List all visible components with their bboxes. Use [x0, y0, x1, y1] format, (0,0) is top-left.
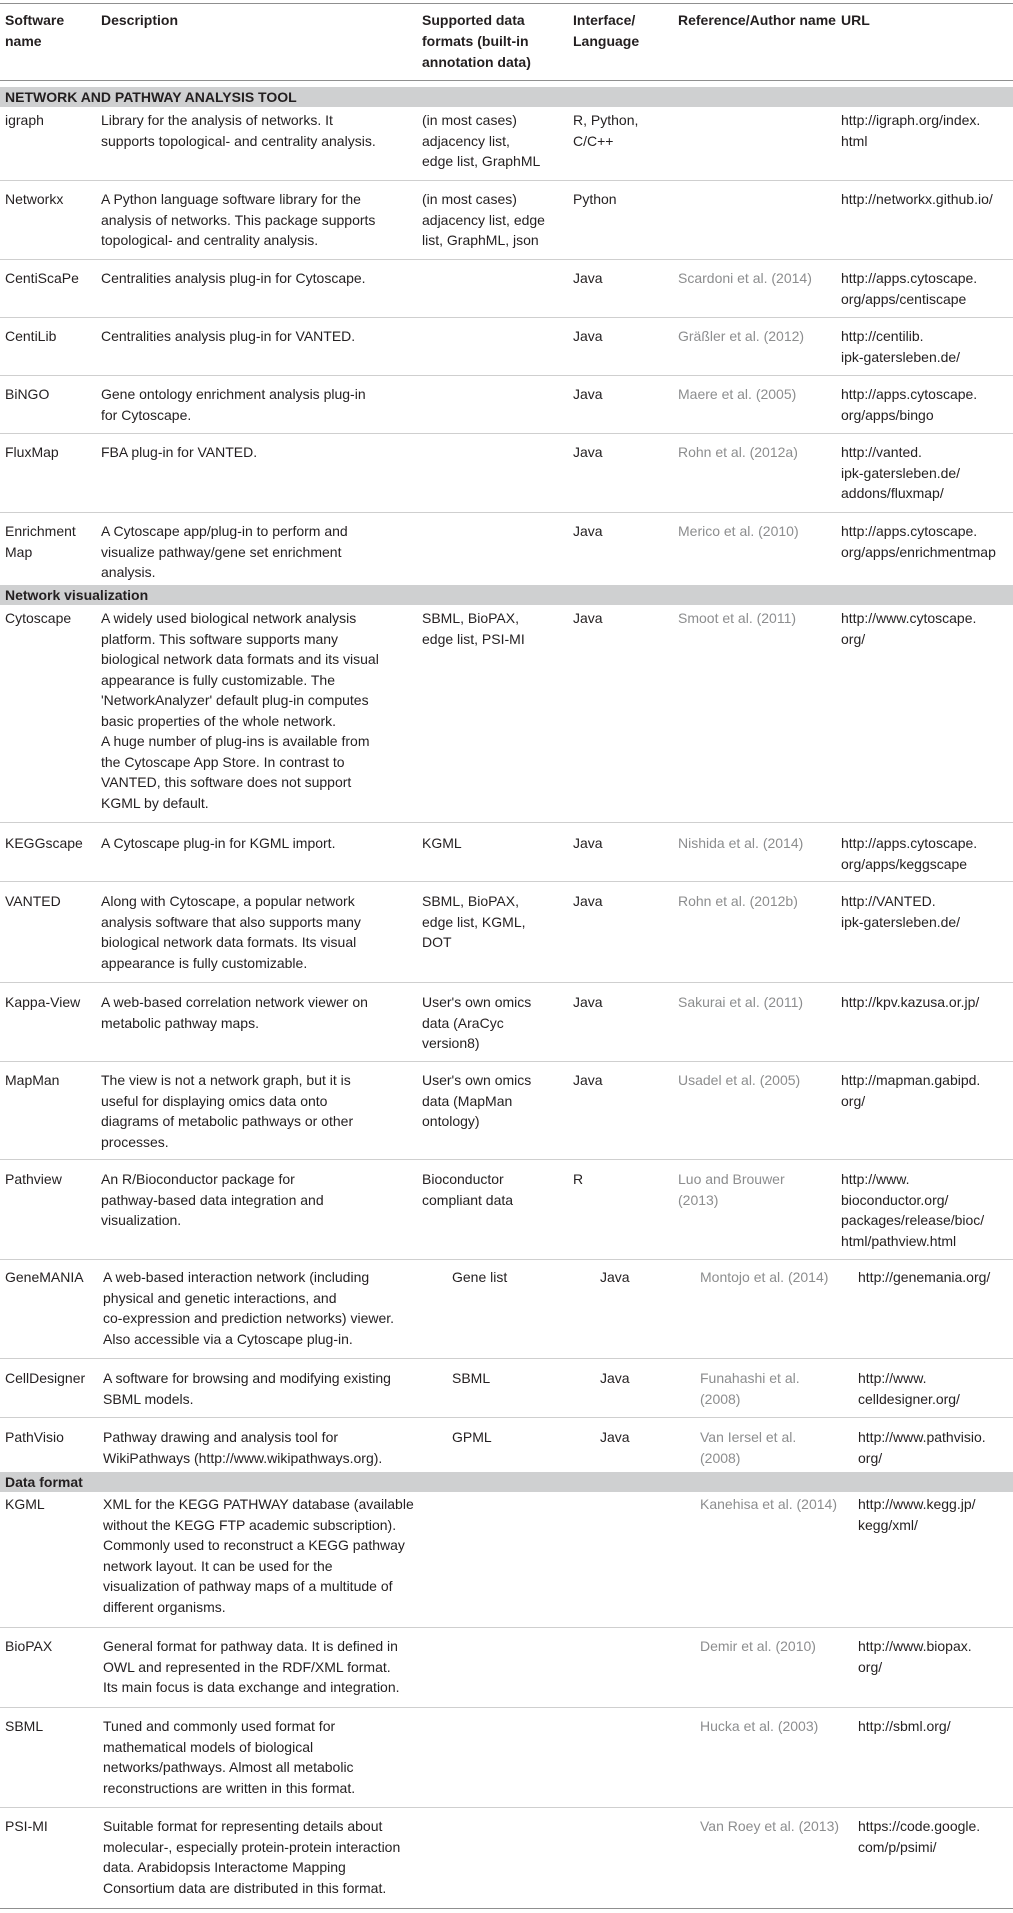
cell-reference: Funahashi et al. (2008) [700, 1370, 800, 1407]
cell-description: A web-based correlation network viewer on metabolic pathway maps. [101, 994, 368, 1031]
header-software-name: Software name [5, 12, 65, 49]
cell-description: General format for pathway data. It is defined in OWL and represented in the RDF/XML format. Its main focus is data exchange and integration. [103, 1638, 400, 1695]
cell-name: CellDesigner [5, 1370, 86, 1386]
cell-reference: Rohn et al. (2012b) [678, 893, 798, 909]
cell-url[interactable]: http://www. bioconductor.org/ packages/release/bioc/ html/pathview.html [841, 1171, 985, 1249]
cell-name: MapMan [5, 1072, 60, 1088]
cell-language: Java [573, 1072, 603, 1088]
header-formats: Supported data formats (built-in annotation data) [422, 12, 531, 70]
cell-reference: Smoot et al. (2011) [678, 610, 797, 626]
cell-language: Java [600, 1370, 630, 1386]
row-divider [0, 881, 1013, 882]
cell-description: Library for the analysis of networks. It supports topological- and centrality analysis. [101, 112, 376, 149]
cell-reference: Van Iersel et al. (2008) [700, 1429, 797, 1466]
cell-language: R, Python, C/C++ [573, 112, 639, 149]
cell-reference: Sakurai et al. (2011) [678, 994, 804, 1010]
cell-name: Networkx [5, 191, 64, 207]
cell-url[interactable]: http://centilib. ipk-gatersleben.de/ [841, 328, 961, 365]
cell-description: Tuned and commonly used format for mathematical models of biological networks/pathways. Almost all metabolic reconstructions are written in this format. [103, 1718, 356, 1796]
cell-language: Java [573, 270, 603, 286]
cell-language: Java [573, 328, 603, 344]
cell-description: A Cytoscape plug-in for KGML import. [101, 835, 336, 851]
row-divider [0, 317, 1013, 318]
cell-reference: Luo and Brouwer (2013) [678, 1171, 785, 1208]
cell-reference: Demir et al. (2010) [700, 1638, 816, 1654]
header-reference: Reference/Author name [678, 12, 836, 28]
cell-url[interactable]: http://apps.cytoscape. org/apps/centiscape [841, 270, 978, 307]
row-divider [0, 1061, 1013, 1062]
cell-language: Java [573, 386, 603, 402]
cell-url[interactable]: https://code.google. com/p/psimi/ [858, 1818, 981, 1855]
cell-url[interactable]: http://apps.cytoscape. org/apps/keggscape [841, 835, 978, 872]
cell-name: igraph [5, 112, 44, 128]
cell-reference: Merico et al. (2010) [678, 523, 799, 539]
section-data-format: Data format [0, 1472, 1013, 1492]
table-top-rule [0, 3, 1013, 4]
cell-name: SBML [5, 1718, 44, 1734]
row-divider [0, 1707, 1013, 1708]
cell-description: Centralities analysis plug-in for VANTED. [101, 328, 356, 344]
row-divider [0, 1358, 1013, 1359]
cell-language: Java [573, 994, 603, 1010]
header-description: Description [101, 12, 179, 28]
header-interface: Interface/ Language [573, 12, 640, 49]
cell-language: Java [600, 1269, 630, 1285]
cell-url[interactable]: http://www.pathvisio. org/ [858, 1429, 986, 1466]
cell-url[interactable]: http://sbml.org/ [858, 1718, 951, 1734]
cell-name: PathVisio [5, 1429, 64, 1445]
cell-formats: User's own omics data (AraCyc version8) [422, 994, 532, 1051]
cell-url[interactable]: http://networkx.github.io/ [841, 191, 993, 207]
header-rule [0, 80, 1013, 81]
cell-name: Enrichment Map [5, 523, 76, 560]
cell-formats: KGML [422, 835, 462, 851]
cell-name: VANTED [5, 893, 61, 909]
cell-formats: SBML, BioPAX, edge list, KGML, DOT [422, 893, 526, 950]
row-divider [0, 375, 1013, 376]
row-divider [0, 1259, 1013, 1260]
cell-url[interactable]: http://apps.cytoscape. org/apps/enrichmentmap [841, 523, 996, 560]
cell-name: BioPAX [5, 1638, 53, 1654]
cell-reference: Nishida et al. (2014) [678, 835, 804, 851]
cell-language: Java [573, 444, 603, 460]
row-divider [0, 1417, 1013, 1418]
cell-reference: Montojo et al. (2014) [700, 1269, 829, 1285]
cell-name: FluxMap [5, 444, 59, 460]
cell-url[interactable]: http://www. celldesigner.org/ [858, 1370, 960, 1407]
cell-name: CentiScaPe [5, 270, 79, 286]
cell-formats: (in most cases) adjacency list, edge list, GraphML [422, 112, 541, 169]
cell-description: An R/Bioconductor package for pathway-based data integration and visualization. [101, 1171, 324, 1228]
cell-name: Cytoscape [5, 610, 72, 626]
cell-name: BiNGO [5, 386, 50, 402]
cell-name: KEGGscape [5, 835, 83, 851]
cell-description: Along with Cytoscape, a popular network analysis software that also supports many biological network data formats. Its visual appearance is fully customizable. [101, 893, 361, 971]
cell-url[interactable]: http://genemania.org/ [858, 1269, 991, 1285]
row-divider [0, 1627, 1013, 1628]
cell-description: The view is not a network graph, but it is useful for displaying omics data onto diagrams of metabolic pathways or other processes. [101, 1072, 354, 1150]
cell-reference: Rohn et al. (2012a) [678, 444, 798, 460]
cell-url[interactable]: http://mapman.gabipd. org/ [841, 1072, 981, 1109]
row-divider [0, 259, 1013, 260]
cell-formats: SBML, BioPAX, edge list, PSI-MI [422, 610, 525, 647]
cell-description: A web-based interaction network (including physical and genetic interactions, and co-expression and prediction networks) viewer. Also accessible via a Cytoscape plug-in. [103, 1269, 395, 1347]
cell-language: Python [573, 191, 617, 207]
cell-url[interactable]: http://apps.cytoscape. org/apps/bingo [841, 386, 978, 423]
row-divider [0, 822, 1013, 823]
cell-description: A software for browsing and modifying existing SBML models. [103, 1370, 391, 1407]
cell-url[interactable]: http://www.kegg.jp/ kegg/xml/ [858, 1496, 976, 1533]
cell-language: Java [573, 610, 603, 626]
cell-reference: Kanehisa et al. (2014) [700, 1496, 837, 1512]
cell-name: GeneMANIA [5, 1269, 84, 1285]
cell-reference: Usadel et al. (2005) [678, 1072, 801, 1088]
cell-description: FBA plug-in for VANTED. [101, 444, 258, 460]
cell-language: Java [573, 835, 603, 851]
cell-reference: Scardoni et al. (2014) [678, 270, 812, 286]
cell-url[interactable]: http://www.cytoscape. org/ [841, 610, 977, 647]
cell-url[interactable]: http://igraph.org/index. html [841, 112, 981, 149]
cell-reference: Gräßler et al. (2012) [678, 328, 805, 344]
cell-name: KGML [5, 1496, 45, 1512]
row-divider [0, 433, 1013, 434]
cell-formats: GPML [452, 1429, 492, 1445]
cell-url[interactable]: http://www.biopax. org/ [858, 1638, 972, 1675]
cell-description: A widely used biological network analysis platform. This software supports many biological network data formats and its visual appearance is fully customizable. The 'NetworkAnalyzer' default plug-in computes basic properties of the whole network. A huge number of plug-ins is available from the Cytoscape App Store. In contrast to VANTED, this software does not support KGML by default. [101, 610, 379, 811]
cell-language: Java [573, 523, 603, 539]
row-divider [0, 982, 1013, 983]
row-divider [0, 180, 1013, 181]
row-divider [0, 1807, 1013, 1808]
cell-description: A Cytoscape app/plug-in to perform and visualize pathway/gene set enrichment analysis. [101, 523, 348, 580]
section-network-pathway: NETWORK AND PATHWAY ANALYSIS TOOL [0, 87, 1013, 107]
cell-name: Kappa-View [5, 994, 81, 1010]
cell-url[interactable]: http://vanted. ipk-gatersleben.de/ addons/fluxmap/ [841, 444, 961, 501]
cell-description: Suitable format for representing details about molecular-, especially protein-protein interaction data. Arabidopsis Interactome Mapping Consortium data are distributed in this format. [103, 1818, 401, 1896]
cell-url[interactable]: http://VANTED. ipk-gatersleben.de/ [841, 893, 961, 930]
cell-description: Centralities analysis plug-in for Cytoscape. [101, 270, 366, 286]
cell-language: R [573, 1171, 584, 1187]
table-bottom-rule [0, 1908, 1013, 1909]
cell-reference: Hucka et al. (2003) [700, 1718, 819, 1734]
cell-name: Pathview [5, 1171, 62, 1187]
row-divider [0, 512, 1013, 513]
cell-description: A Python language software library for the analysis of networks. This package supports topological- and centrality analysis. [101, 191, 376, 248]
cell-reference: Van Roey et al. (2013) [700, 1818, 840, 1834]
cell-language: Java [600, 1429, 630, 1445]
cell-name: PSI-MI [5, 1818, 48, 1834]
cell-url[interactable]: http://kpv.kazusa.or.jp/ [841, 994, 980, 1010]
cell-formats: (in most cases) adjacency list, edge list, GraphML, json [422, 191, 545, 248]
cell-description: XML for the KEGG PATHWAY database (available without the KEGG FTP academic subscription). Commonly used to reconstruct a KEGG pathway network layout. It can be used for the visualization of pathway maps of a multitude of different organisms. [103, 1496, 414, 1615]
section-network-visualization: Network visualization [0, 585, 1013, 605]
cell-reference: Maere et al. (2005) [678, 386, 797, 402]
cell-formats: User's own omics data (MapMan ontology) [422, 1072, 532, 1129]
cell-description: Gene ontology enrichment analysis plug-in for Cytoscape. [101, 386, 366, 423]
header-url: URL [841, 12, 870, 28]
cell-description: Pathway drawing and analysis tool for WikiPathways (http://www.wikipathways.org). [103, 1429, 383, 1466]
cell-formats: Gene list [452, 1269, 508, 1285]
cell-name: CentiLib [5, 328, 57, 344]
row-divider [0, 1159, 1013, 1160]
cell-formats: SBML [452, 1370, 491, 1386]
cell-formats: Bioconductor compliant data [422, 1171, 514, 1208]
cell-language: Java [573, 893, 603, 909]
